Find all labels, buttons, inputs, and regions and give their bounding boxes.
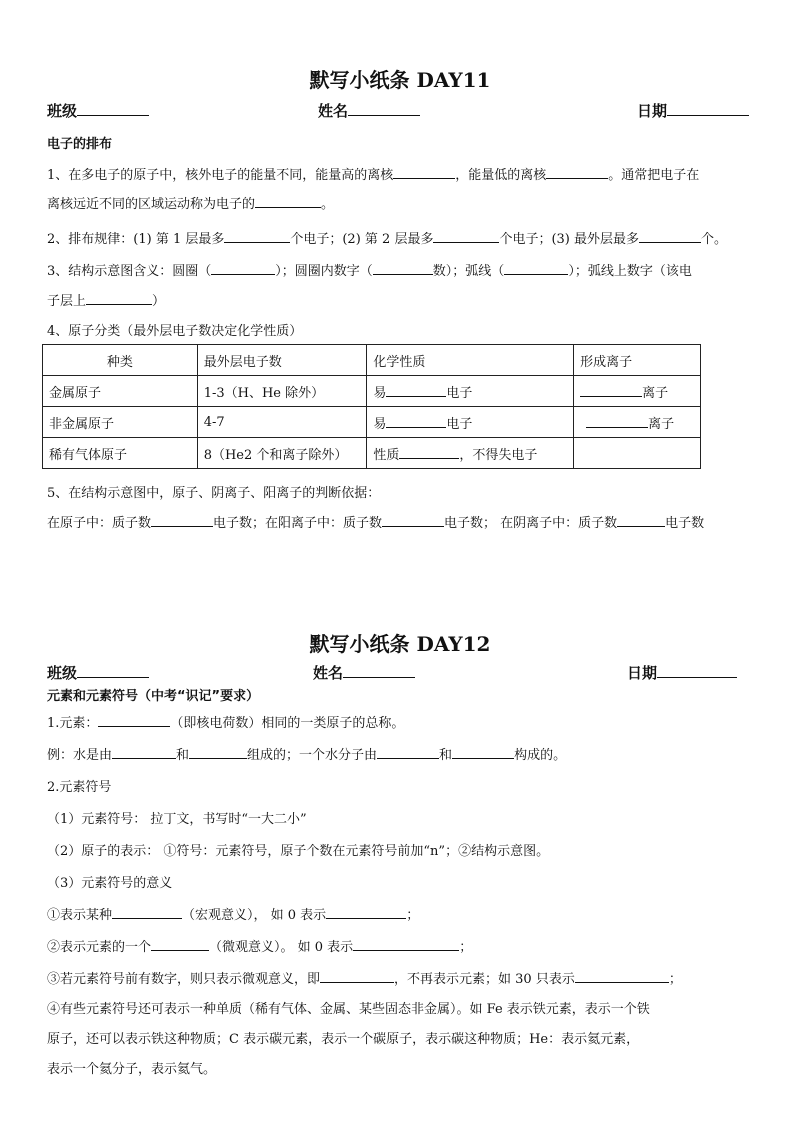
- blank[interactable]: [353, 937, 459, 951]
- day12-name-field[interactable]: [313, 662, 415, 683]
- d12-line4: （1）元素符号： 拉丁文，书写时“一大二小”: [47, 812, 307, 827]
- name-label: 姓名: [318, 102, 349, 120]
- blank[interactable]: [189, 745, 247, 759]
- date-label: 日期: [637, 102, 668, 120]
- table-header-cell: 最外层电子数: [197, 345, 367, 376]
- blank[interactable]: [399, 445, 459, 459]
- table-cell: 离子: [574, 376, 701, 407]
- table-cell: [574, 438, 701, 469]
- q3-line1: 3、结构示意图含义：圆圈（ ）；圆圈内数字（ 数）；弧线（ ）；弧线上数字（该电: [47, 260, 692, 279]
- blank[interactable]: [393, 165, 455, 179]
- day11-date-field[interactable]: [637, 100, 749, 121]
- day11-class-field[interactable]: [47, 100, 149, 121]
- day12-section-title: 元素和元素符号（中考“识记”要求）: [47, 689, 260, 704]
- table-cell: 非金属原子: [43, 407, 198, 438]
- class-blank[interactable]: [77, 102, 149, 116]
- blank[interactable]: [433, 229, 499, 243]
- table-cell: 1-3（H、He 除外）: [197, 376, 367, 407]
- class-blank[interactable]: [77, 664, 149, 678]
- blank[interactable]: [112, 745, 176, 759]
- day12-class-field[interactable]: [47, 662, 149, 683]
- blank[interactable]: [224, 229, 290, 243]
- d12-line11: 原子，还可以表示铁这种物质；C 表示碳元素，表示一个碳原子，表示碳这种物质；He：表示氦元素，: [47, 1032, 640, 1047]
- q5-line: 5、在结构示意图中，原子、阴离子、阳离子的判断依据：: [47, 486, 381, 501]
- d12-line12: 表示一个氦分子，表示氦气。: [47, 1062, 217, 1077]
- blank[interactable]: [386, 414, 446, 428]
- d12-line10: ④有些元素符号还可表示一种单质（稀有气体、金属、某些固态非金属）。如 Fe 表示铁元素，表示一个铁: [47, 1002, 650, 1017]
- date-blank[interactable]: [667, 102, 749, 116]
- d12-line6: （3）元素符号的意义: [47, 876, 173, 891]
- blank[interactable]: [639, 229, 701, 243]
- day12-date-field[interactable]: [627, 662, 737, 683]
- blank[interactable]: [151, 937, 209, 951]
- blank[interactable]: [386, 383, 446, 397]
- d12-line8: ②表示元素的一个 （微观意义）。 如 0 表示 ；: [47, 936, 472, 955]
- blank[interactable]: [617, 513, 665, 527]
- day11-title: 默写小纸条 DAY11: [309, 68, 491, 92]
- q3-line2: 子层上 ）: [47, 290, 165, 309]
- d12-line2: 例：水是由 和 组成的；一个水分子由 和 构成的。: [47, 744, 566, 763]
- q4-line: 4、原子分类（最外层电子数决定化学性质）: [47, 324, 303, 339]
- table-header-cell: 种类: [43, 345, 198, 376]
- q1-line2: 离核远近不同的区域运动称为电子的 。: [47, 193, 334, 212]
- day12-title: 默写小纸条 DAY12: [309, 632, 491, 656]
- d12-line7: ①表示某种 （宏观意义）， 如 0 表示 ；: [47, 904, 419, 923]
- blank[interactable]: [255, 194, 321, 208]
- table-row: [43, 438, 701, 469]
- table-header-row: [43, 345, 701, 376]
- d12-line5: （2）原子的表示： ①符号：元素符号，原子个数在元素符号前加“n”；②结构示意图。: [47, 844, 550, 859]
- name-label: 姓名: [313, 664, 344, 682]
- table-cell: 离子: [574, 407, 701, 438]
- blank[interactable]: [580, 383, 642, 397]
- blank[interactable]: [112, 905, 182, 919]
- name-blank[interactable]: [348, 102, 420, 116]
- blank[interactable]: [211, 261, 275, 275]
- blank[interactable]: [320, 969, 394, 983]
- table-row: [43, 407, 701, 438]
- blank[interactable]: [382, 513, 444, 527]
- table-cell: 金属原子: [43, 376, 198, 407]
- blank[interactable]: [575, 969, 669, 983]
- blank[interactable]: [546, 165, 608, 179]
- d12-line1: 1.元素： （即核电荷数）相同的一类原子的总称。: [47, 712, 404, 731]
- blank[interactable]: [452, 745, 514, 759]
- blank[interactable]: [151, 513, 213, 527]
- date-blank[interactable]: [657, 664, 737, 678]
- table-row: [43, 376, 701, 407]
- q2-line: 2、排布规律：(1) 第 1 层最多 个电子；(2) 第 2 层最多 个电子；(3) 最外层最多 个。: [47, 228, 727, 247]
- d12-line9: ③若元素符号前有数字，则只表示微观意义，即 ，不再表示元素；如 30 只表示 ；: [47, 968, 682, 987]
- d12-line3: 2.元素符号: [47, 780, 112, 795]
- table-header-cell: 形成离子: [574, 345, 701, 376]
- blank[interactable]: [326, 905, 406, 919]
- blank[interactable]: [504, 261, 568, 275]
- day11-section-title: 电子的排布: [47, 137, 113, 152]
- table-cell: 易 电子: [367, 407, 574, 438]
- table-cell: 性质 ，不得失电子: [367, 438, 574, 469]
- blank[interactable]: [586, 414, 648, 428]
- blank[interactable]: [98, 713, 170, 727]
- date-label: 日期: [627, 664, 658, 682]
- table-cell: 8（He2 个和离子除外）: [197, 438, 367, 469]
- blank[interactable]: [373, 261, 433, 275]
- table-cell: 稀有气体原子: [43, 438, 198, 469]
- table-cell: 4-7: [197, 407, 367, 438]
- atom-classification-table: [42, 344, 701, 469]
- name-blank[interactable]: [343, 664, 415, 678]
- table-header-cell: 化学性质: [367, 345, 574, 376]
- table-cell: 易 电子: [367, 376, 574, 407]
- blank[interactable]: [377, 745, 439, 759]
- class-label: 班级: [47, 102, 78, 120]
- day11-name-field[interactable]: [318, 100, 420, 121]
- class-label: 班级: [47, 664, 78, 682]
- blank[interactable]: [86, 291, 152, 305]
- q5-answer-line: 在原子中：质子数 电子数；在阳离子中：质子数 电子数； 在阴离子中：质子数 电子数: [47, 512, 704, 531]
- q1-line1: 1、在多电子的原子中，核外电子的能量不同，能量高的离核 ，能量低的离核 。通常把电子在: [47, 164, 699, 183]
